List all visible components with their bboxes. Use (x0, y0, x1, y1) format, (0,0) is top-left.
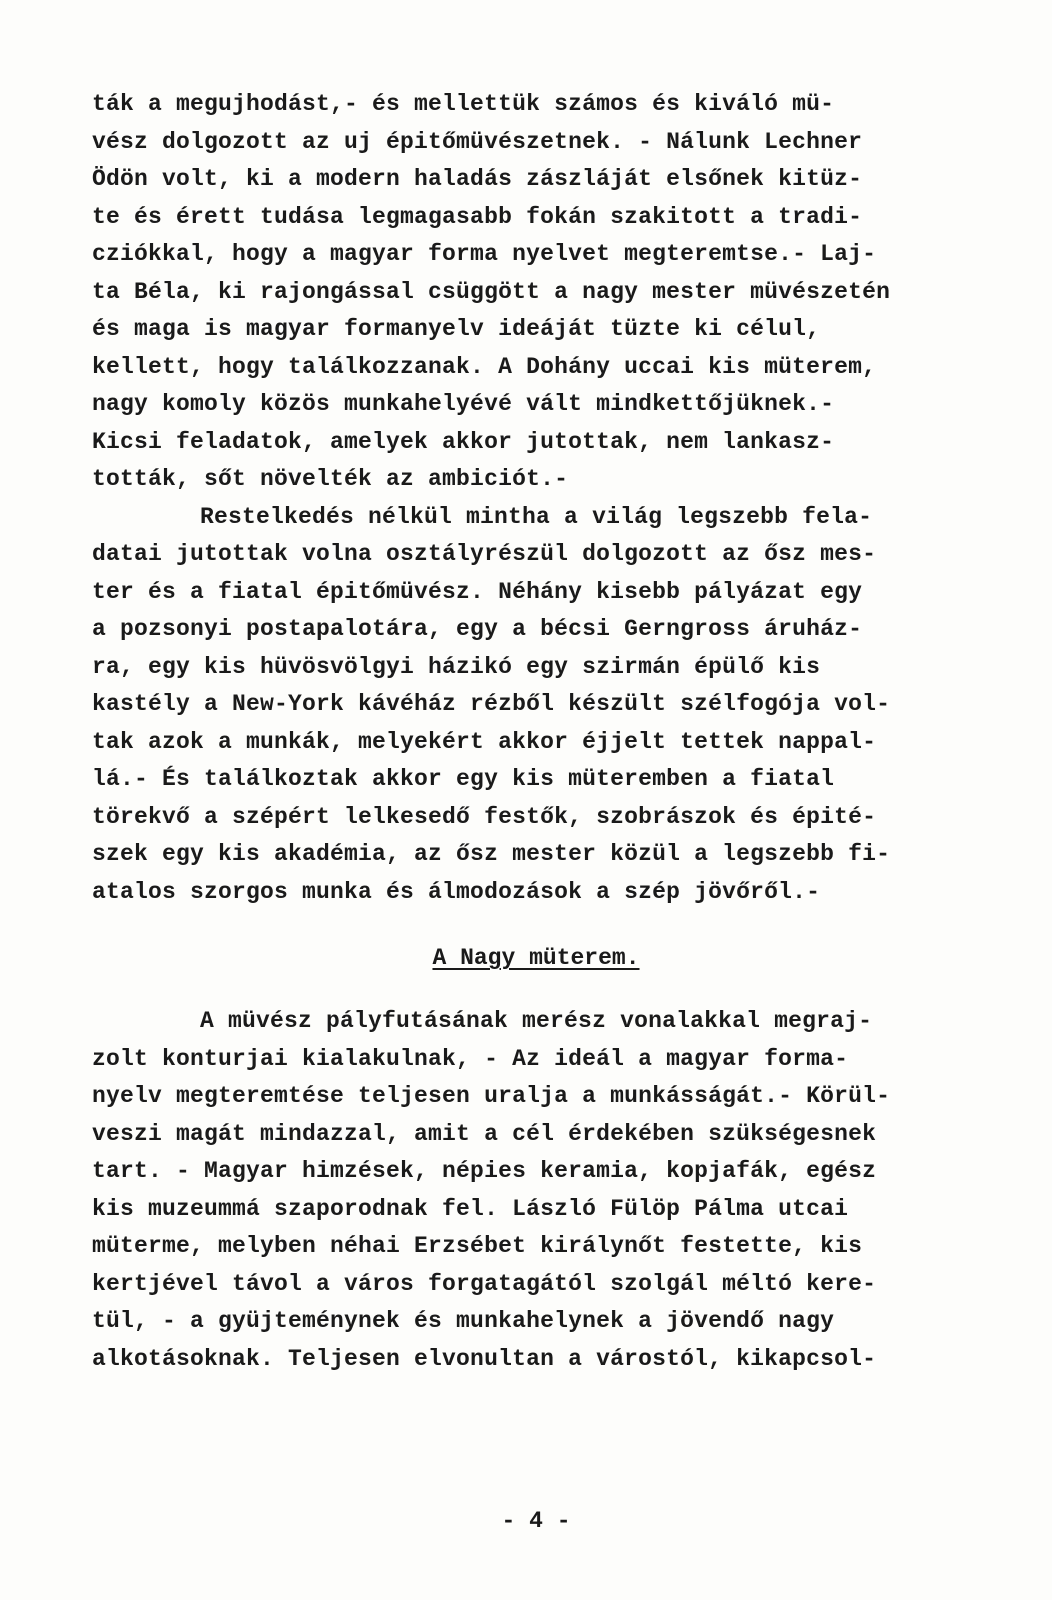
body-text-lower (92, 1003, 972, 1378)
text-line: kertjével távol a város forgatagától szolgál méltó kere- (92, 1270, 877, 1297)
text-line: müterme, melyben néhai Erzsébet királynőt festette, kis (92, 1233, 863, 1259)
text-line: atalos szorgos munka és álmodozások a szép jövőről.- (92, 878, 821, 905)
text-line: Ödön volt, ki a modern haladás zászláját elsőnek kitüz- (92, 166, 863, 192)
text-line: tart. - Magyar himzések, népies keramia, kopjafák, egész (92, 1158, 877, 1184)
text-line: törekvő a szépért lelkesedő festők, szobrászok és épité- (92, 803, 877, 830)
text-line: ter és a fiatal épitőmüvész. Néhány kisebb pályázat egy (92, 578, 863, 605)
text-line: zolt konturjai kialakulnak, - Az ideál a magyar forma- (92, 1045, 849, 1072)
text-line: datai jutottak volna osztályrészül dolgozott az ősz mes- (92, 541, 877, 567)
text-line: szek egy kis akadémia, az ősz mester közül a legszebb fi- (92, 841, 891, 867)
text-line: tották, sőt növelték az ambiciót.- (92, 466, 569, 492)
text-line: te és érett tudása legmagasabb fokán szakitott a tradi- (92, 203, 863, 230)
body-text-upper (92, 86, 972, 911)
text-line: Kicsi feladatok, amelyek akkor jutottak, nem lankasz- (92, 428, 835, 455)
text-line: ták a megujhodást,- és mellettük számos és kiváló mü- (92, 91, 835, 117)
text-line: ta Béla, ki rajongással csüggött a nagy mester müvészetén (92, 278, 891, 305)
text-line: cziókkal, hogy a magyar forma nyelvet megteremtse.- Laj- (92, 241, 877, 267)
text-line: veszi magát mindazzal, amit a cél érdekében szükségesnek (92, 1120, 877, 1147)
text-line: nyelv megteremtése teljesen uralja a munkásságát.- Körül- (92, 1083, 891, 1109)
section-heading-wrap (0, 945, 1052, 971)
text-line: alkotásoknak. Teljesen elvonultan a várostól, kikapcsol- (92, 1345, 877, 1372)
text-line: a pozsonyi postapalotára, egy a bécsi Gerngross áruház- (92, 616, 863, 642)
text-line: lá.- És találkoztak akkor egy kis müteremben a fiatal (92, 766, 835, 792)
text-line: és maga is magyar formanyelv ideáját tüzte ki célul, (92, 316, 821, 342)
text-line: ra, egy kis hüvösvölgyi házikó egy szirmán épülő kis (92, 653, 821, 680)
text-line: vész dolgozott az uj épitőmüvészetnek. - Nálunk Lechner (92, 128, 863, 155)
text-line: kis muzeummá szaporodnak fel. László Fülöp Pálma utcai (92, 1195, 849, 1222)
text-line: kellett, hogy találkozzanak. A Dohány uccai kis müterem, (92, 353, 877, 380)
page-number: - 4 - (501, 1508, 571, 1534)
text-line: tak azok a munkák, melyekért akkor éjjelt tettek nappal- (92, 728, 877, 755)
text-line: nagy komoly közös munkahelyévé vált mindkettőjüknek.- (92, 391, 835, 417)
text-line: kastély a New-York kávéház rézből készült szélfogója vol- (92, 691, 891, 717)
section-heading: A Nagy müterem. (432, 945, 640, 971)
text-line: A müvész pályfutásának merész vonalakkal megraj- (200, 1008, 873, 1034)
text-line: tül, - a gyüjteménynek és munkahelynek a jövendő nagy (92, 1308, 835, 1334)
text-line: Restelkedés nélkül mintha a világ legszebb fela- (200, 503, 873, 530)
